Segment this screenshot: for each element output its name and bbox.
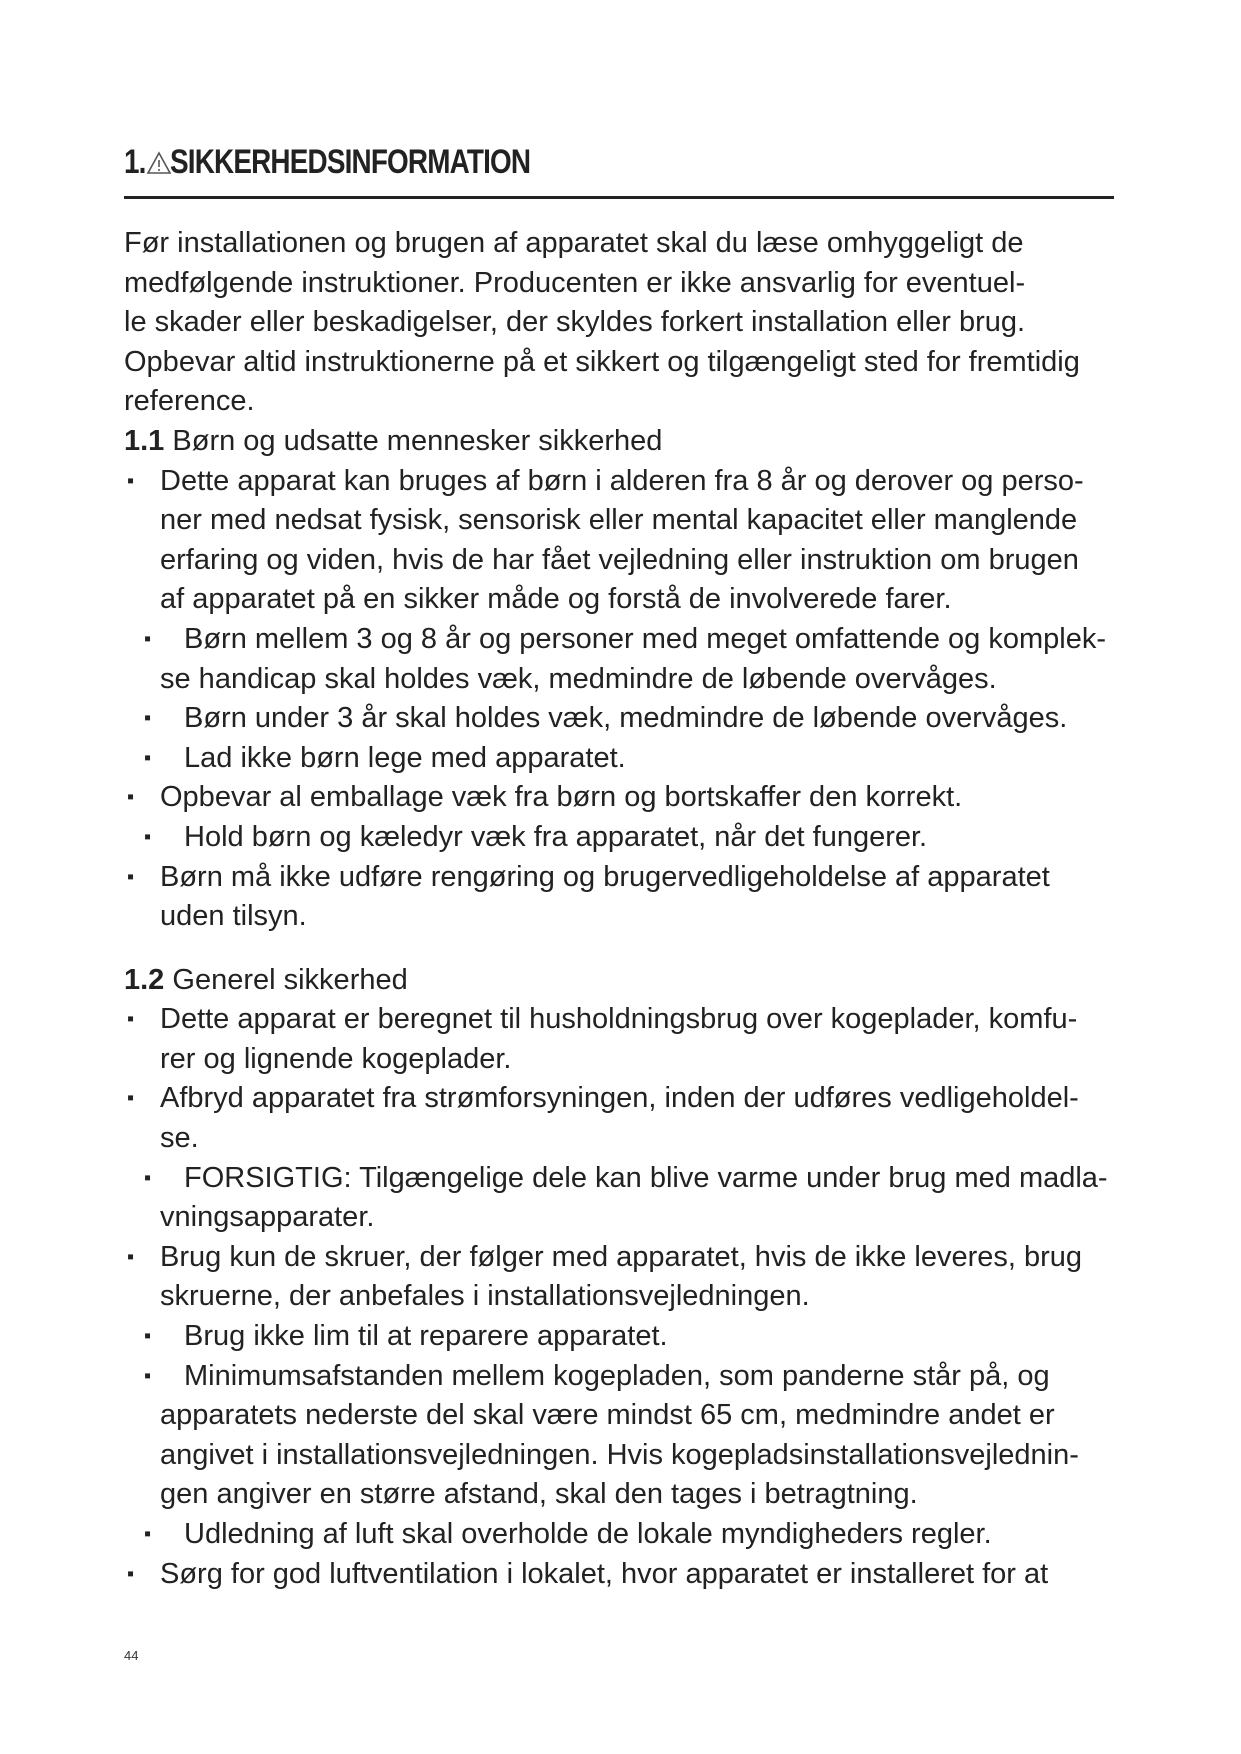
- subsection-title: Generel sikkerhed: [172, 963, 408, 996]
- bullet-icon: ▪: [144, 746, 152, 769]
- list-item-line: Brug kun de skruer, der følger med apparatet, hvis de ikke leveres, brug: [160, 1240, 1083, 1273]
- list-item: [124, 1555, 1124, 1595]
- list-item-line: rer og lignende kogeplader.: [160, 1042, 512, 1075]
- warning-triangle-icon: [146, 150, 172, 176]
- list-item-line: angivet i installationsvejledningen. Hvis kogepladsinstallationsvejlednin-: [160, 1438, 1079, 1471]
- bullet-icon: ▪: [144, 1523, 152, 1545]
- list-item-line: Brug ikke lim til at reparere apparatet.: [184, 1320, 668, 1353]
- heading-number: 1.: [124, 143, 146, 181]
- bullet-icon: ▪: [144, 1166, 152, 1189]
- list-item-line: erfaring og viden, hvis de har fået vejledning eller instruktion om brugen: [160, 543, 1079, 576]
- list-item-line: Opbevar al emballage væk fra børn og bortskaffer den korrekt.: [160, 781, 963, 814]
- subsection-heading-1-2: [124, 961, 1124, 1001]
- list-item-line: Minimumsafstanden mellem kogepladen, som panderne står på, og: [184, 1359, 1050, 1392]
- list-item: [124, 699, 1124, 739]
- intro-line: reference.: [124, 385, 255, 418]
- list-item-line: Børn under 3 år skal holdes væk, medmindre de løbende overvåges.: [184, 702, 1068, 735]
- list-item-line: Afbryd apparatet fra strømforsyningen, inden der udføres vedligeholdel-: [160, 1082, 1079, 1115]
- bullet-icon: ▪: [144, 1325, 152, 1348]
- intro-paragraph: [124, 224, 1124, 422]
- list-item: [124, 818, 1124, 858]
- list-item: [124, 1317, 1124, 1357]
- list-item: [124, 1000, 1124, 1079]
- list-item-line: ner med nedsat fysisk, sensorisk eller mental kapacitet eller manglende: [160, 504, 1078, 537]
- page-number: 44: [124, 1648, 139, 1663]
- subsection-number: 1.2: [124, 963, 165, 996]
- intro-line: Opbevar altid instruktionerne på et sikkert og tilgængeligt sted for fremtidig: [124, 345, 1080, 378]
- intro-line: medfølgende instruktioner. Producenten er ikke ansvarlig for eventuel-: [124, 266, 1026, 299]
- list-item: [124, 1357, 1124, 1515]
- list-item: [124, 858, 1124, 937]
- bullet-icon: ▪: [127, 786, 135, 809]
- list-item-line: Sørg for god luftventilation i lokalet, hvor apparatet er installeret for at: [160, 1557, 1049, 1590]
- section-heading: [124, 140, 1114, 199]
- bullet-icon: ▪: [144, 707, 152, 730]
- list-item-line: Børn mellem 3 og 8 år og personer med meget omfattende og komplek-: [184, 622, 1107, 655]
- list-item-line: se handicap skal holdes væk, medmindre de løbende overvåges.: [160, 662, 997, 695]
- bullet-icon: ▪: [127, 1562, 135, 1585]
- bullet-icon: ▪: [127, 469, 135, 492]
- bullet-icon: ▪: [144, 627, 152, 650]
- list-item: [124, 1079, 1124, 1158]
- subsection-title: Børn og udsatte mennesker sikkerhed: [172, 424, 663, 457]
- bullet-icon: ▪: [127, 1245, 135, 1268]
- bullet-icon: ▪: [144, 825, 152, 848]
- list-item-line: vningsapparater.: [160, 1201, 375, 1234]
- list-item: [124, 1515, 1124, 1555]
- intro-line: Før installationen og brugen af apparatet skal du læse omhyggeligt de: [124, 227, 1024, 259]
- heading-title: SIKKERHEDSINFORMATION: [170, 143, 531, 181]
- list-item-line: apparatets nederste del skal være mindst 65 cm, medmindre andet er: [160, 1399, 1055, 1432]
- list-item-line: af apparatet på en sikker måde og forstå de involverede farer.: [160, 583, 952, 616]
- bullet-icon: ▪: [127, 865, 135, 888]
- list-item-line: Lad ikke børn lege med apparatet.: [184, 741, 626, 774]
- section-gap: [124, 937, 1124, 961]
- list-item: [124, 778, 1124, 818]
- list-item-line: Hold børn og kæledyr væk fra apparatet, når det fungerer.: [184, 820, 928, 853]
- list-item: [124, 462, 1124, 620]
- list-item-line: Børn må ikke udføre rengøring og brugervedligeholdelse af apparatet: [160, 860, 1050, 893]
- list-item-line: uden tilsyn.: [160, 900, 307, 933]
- bullet-icon: ▪: [127, 1087, 135, 1110]
- list-item-line: Dette apparat kan bruges af børn i alderen fra 8 år og derover og perso-: [160, 464, 1084, 497]
- list-item: [124, 620, 1124, 699]
- bullet-icon: ▪: [144, 1364, 152, 1387]
- list-item-line: skruerne, der anbefales i installationsvejledningen.: [160, 1280, 810, 1313]
- list-item-line: se.: [160, 1122, 199, 1155]
- bullet-icon: ▪: [127, 1008, 135, 1031]
- list-item: [124, 739, 1124, 779]
- list-item-line: FORSIGTIG: Tilgængelige dele kan blive varme under brug med madla-: [184, 1161, 1108, 1194]
- document-body: [124, 224, 1124, 1594]
- subsection-heading-1-1: [124, 422, 1124, 462]
- subsection-number: 1.1: [124, 424, 165, 457]
- list-item-line: gen angiver en større afstand, skal den tages i betragtning.: [160, 1478, 918, 1511]
- list-item-line: Udledning af luft skal overholde de lokale myndigheders regler.: [184, 1518, 992, 1550]
- intro-line: le skader eller beskadigelser, der skyldes forkert installation eller brug.: [124, 306, 1026, 339]
- list-item: [124, 1159, 1124, 1238]
- list-item-line: Dette apparat er beregnet til husholdningsbrug over kogeplader, komfu-: [160, 1003, 1078, 1036]
- list-item: [124, 1238, 1124, 1317]
